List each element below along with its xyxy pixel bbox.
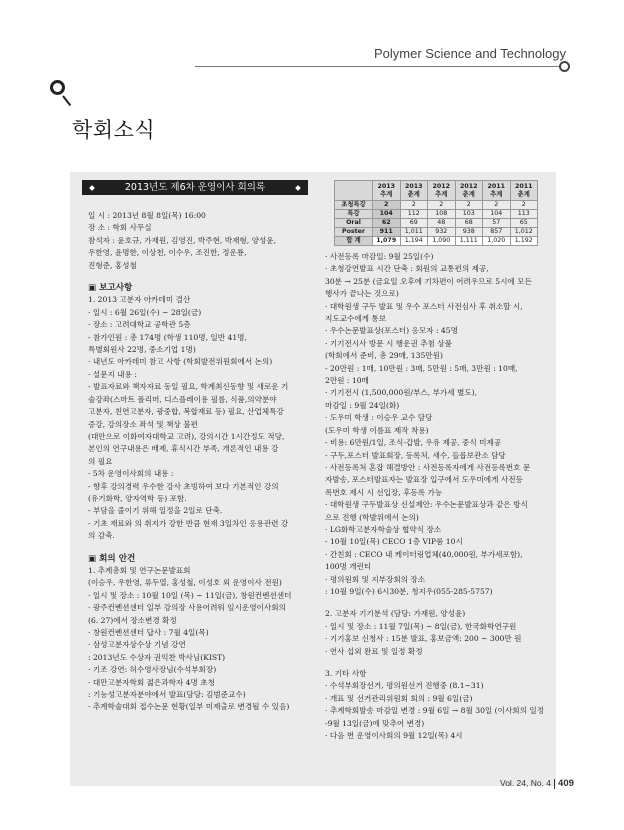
text-line: 의 필요 <box>88 456 113 466</box>
text-line: 마감일 : 9월 24일(화) <box>325 400 400 410</box>
volume-info: Vol. 24, No. 4 <box>500 778 552 788</box>
text-line: -9월 13일(금)에 맞추어 변경) <box>325 718 425 728</box>
text-line: (도우미 학생 이름표 제작 착용) <box>325 425 429 435</box>
table-cell: 2 <box>510 201 538 210</box>
text-line: - 비용: 6만원/1일, 조식-갑발, 우유 제공, 중식 미제공 <box>325 438 502 448</box>
text-line: · 간친회 : CECO 내 케이터링업체(40,000원, 부가세포함), <box>325 549 523 559</box>
table-cell: 857 <box>483 228 511 237</box>
text-line: 의 감축. <box>88 531 115 541</box>
table-cell: 62 <box>373 219 401 228</box>
text-line: · 우수논문발표상(포스터) 응모자 : 45명 <box>325 326 458 336</box>
table-cell: 2 <box>373 201 401 210</box>
row-label: Oral <box>335 219 373 228</box>
text-line: 일 시 : 2013년 8월 8일(목) 16:00 <box>88 211 206 220</box>
banner-diamond-left <box>89 185 95 191</box>
text-line: · 도우미 학생 : 이승우 교수 담당 <box>325 413 433 423</box>
table-cell: 1,011 <box>400 228 428 237</box>
table-cell: 104 <box>483 210 511 219</box>
table-row <box>335 219 538 228</box>
table-cell: 68 <box>455 219 483 228</box>
table-corner-cell <box>335 181 373 201</box>
text-line: - 참가인원 : 총 174명 (학생 110명, 일반 41명, <box>88 332 247 342</box>
text-line: · 광주컨벤션센터 일부 강의장 사용어려워 임시운영이사회의 <box>88 603 286 613</box>
table-cell: 938 <box>455 228 483 237</box>
text-line: 자발송, 포스터발표자는 발표장 입구에서 도우미에게 사전등 <box>325 475 523 485</box>
text-line: 1. 2013 고분자 아카데미 결산 <box>88 295 191 305</box>
text-line: 록번호 제시 시 선입장, 후등록 가능 <box>325 487 443 497</box>
row-label: Poster <box>335 228 373 237</box>
text-line: · 대학원생 구두발표상 신설제안: 우수논문발표상과 같은 방식 <box>325 500 528 510</box>
text-line: · 개표 및 선거관리위원회 회의 : 9월 6일(금) <box>325 693 473 703</box>
text-line: · 추계학회발송 마감일 변경 : 9월 6일 → 8월 30일 (이사회의 일정 <box>325 706 545 716</box>
text-line: · 설문지 내용 : <box>88 369 137 379</box>
section-circle-tail <box>62 95 71 106</box>
text-line: 으로 진행 (학발위에서 논의) <box>325 512 419 522</box>
text-line: 참석자 : 윤호규, 가재원, 김영진, 박주현, 박재형, 양성윤, <box>88 235 276 245</box>
text-line: : 기능성고분자분야에서 발표(담당: 김범준교수) <box>88 690 246 700</box>
text-line: · 내년도 아카데미 참고 사항 (학회발전위원회에서 논의) <box>88 357 273 367</box>
right-column <box>325 251 547 742</box>
table-cell: 2 <box>400 201 428 210</box>
text-line: 고분자, 친연고분자, 광중합, 복합재료 등) 필요, 산업체특강 <box>88 407 284 417</box>
text-line: · 추계학술대회 접수논문 현황(일부 미제출로 변경될 수 있음) <box>88 702 290 712</box>
table-cell: 1,192 <box>510 237 538 246</box>
text-line: - 20만원 : 1매, 10만원 : 3매, 5만원 : 5매, 3만원 : 10매, <box>325 363 518 373</box>
table-cell: 911 <box>373 228 401 237</box>
table-cell: 104 <box>373 210 401 219</box>
journal-title: Polymer Science and Technology <box>374 46 566 61</box>
text-line: (유기화학, 양자역학 등) 포함. <box>88 493 187 503</box>
text-line: (이승우, 우한영, 류두열, 홍성철, 이성호 외 운영이사 전원) <box>88 578 282 588</box>
text-line: 진형준, 홍성철 <box>88 260 137 270</box>
section-heading: ▣ 보고사항 <box>88 283 133 294</box>
text-line: · 기기홍보 신청사 : 15분 발표, 홍보금액: 200 ~ 300만 원 <box>325 634 522 644</box>
page-number: 409 <box>558 778 574 789</box>
table-cell: 103 <box>455 210 483 219</box>
text-line: · 일시 : 6월 26일(수) ~ 28일(금) <box>88 307 202 317</box>
text-line: · 삼성고분자상수상 기념 강연 <box>88 640 186 650</box>
text-line: 특별회원사 22명, 중소기업 1명) <box>88 345 196 355</box>
text-line: · 대학원생 구두 발표 및 우수 포스터 사전심사 후 취소할 시, <box>325 301 523 311</box>
header-cell: 2011 춘계 <box>510 181 538 201</box>
text-line: · 대만고분자학회 젊은과학자 4명 초청 <box>88 677 215 687</box>
paper-stats-table <box>334 180 538 246</box>
left-column <box>88 210 308 714</box>
text-line: 술강좌(스마트 폴리머, 디스플레이용 필름, 식품,의약분야 <box>88 394 277 404</box>
header-cell: 2013 춘계 <box>400 181 428 201</box>
text-line: - 발표자료와 책자자료 동일 필요, 학계최신동향 및 새로운 기 <box>88 382 289 392</box>
header-cell: 2012 추계 <box>428 181 456 201</box>
text-line: 장 소 : 학회 사무실 <box>88 223 152 233</box>
spacer <box>88 543 308 553</box>
text-line: 2만원 : 10매 <box>325 376 369 386</box>
spacer <box>325 598 547 608</box>
table-row <box>335 210 538 219</box>
table-row <box>335 237 538 246</box>
table-cell: 932 <box>428 228 456 237</box>
header-cell: 2011 추계 <box>483 181 511 201</box>
text-line: 2. 고분자 기기분석 (담당: 가재원, 양성윤) <box>325 609 466 619</box>
header-cell: 2013 추계 <box>373 181 401 201</box>
banner-diamond-right <box>295 185 301 191</box>
table-cell: 2 <box>483 201 511 210</box>
spacer <box>325 658 547 668</box>
table-cell: 65 <box>510 219 538 228</box>
table-cell: 57 <box>483 219 511 228</box>
section-title: 학회소식 <box>72 118 156 142</box>
table-cell: 2 <box>428 201 456 210</box>
header-cell: 2012 춘계 <box>455 181 483 201</box>
text-line: · 사전등록처 혼잡 해결방안 : 사전등록자에게 사전등록번호 문 <box>325 462 531 472</box>
text-line: · 기조 강연: 허수영사장님(수석부회장) <box>88 665 217 675</box>
table-cell: 108 <box>428 210 456 219</box>
row-label: 초청특강 <box>335 201 373 210</box>
text-line: · 장소 : 고려대학교 공학관 5층 <box>88 320 191 330</box>
table-cell: 112 <box>400 210 428 219</box>
table-cell: 1,090 <box>428 237 456 246</box>
text-line: · 다음 번 운영이사회의 9월 12일(목) 4시 <box>325 731 463 741</box>
text-line: 증강, 강의장소 좌석 및 책상 불편 <box>88 419 198 429</box>
table-cell: 1,111 <box>455 237 483 246</box>
text-line: - 부담을 줄이기 위해 일정을 2일로 단축. <box>88 506 223 516</box>
banner-text: 2013년도 제6차 운영이사 회의록 <box>124 182 266 193</box>
text-line: · 초청강연발표 시간 단축 : 회원의 교통편의 제공, <box>325 264 489 274</box>
table-cell: 69 <box>400 219 428 228</box>
text-line: - 향후 강의경력 우수한 강사 초빙하여 보다 기본적인 강의 <box>88 481 279 491</box>
text-line: 1. 추계총회 및 연구논문발표회 <box>88 565 191 575</box>
text-line: (6. 27)에서 장소변경 확정 <box>88 615 177 625</box>
table-cell: 1,194 <box>400 237 428 246</box>
text-line: 3. 기타 사항 <box>325 669 367 678</box>
text-line: 30분 → 25분 (금요일 오후에 기차편이 어려우므로 5시에 모든 <box>325 276 532 286</box>
page-footer <box>500 778 574 789</box>
table-cell: 2 <box>455 201 483 210</box>
text-line: : 10월 9일(수) 6시30분, 청지우(055-285-5757) <box>325 586 493 596</box>
table-row <box>335 201 538 210</box>
text-line: · 사전등록 마감일: 9월 25일(수) <box>325 252 434 261</box>
row-label: 합 계 <box>335 237 373 246</box>
text-line: - 구두,포스터 발표회장, 등록처, 새수, 들릅보관소 담당 <box>325 450 506 460</box>
text-line: (학회에서 준비, 총 29매, 135만원) <box>325 351 443 361</box>
minutes-banner <box>82 180 308 195</box>
text-line: - 기초 재료와 의 취지가 강한 반큼 현재 3일차인 응용관련 강 <box>88 518 289 528</box>
table-cell: 1,079 <box>373 237 401 246</box>
text-line: · 기기전시 (1,500,000원/부스, 부가세 별도), <box>325 388 478 398</box>
text-line: 우한영, 윤명한, 이상천, 이수우, 조진한, 정운룡, <box>88 248 247 258</box>
text-line: · 창원컨벤션센터 답사 : 7월 4일(목) <box>88 628 209 637</box>
text-line: 행사가 끝나는 것으로) <box>325 289 399 299</box>
text-line: · 수석부회장선거, 평의원선거 진행중 (8.1~31) <box>325 681 484 691</box>
table-row <box>335 228 538 237</box>
text-line: · 일시 및 장소 : 11월 7일(목) ~ 8일(금), 한국화학연구원 <box>325 621 517 631</box>
table-cell: 1,012 <box>510 228 538 237</box>
text-line: · 기기전시사 방문 시 행운권 추첨 상품 <box>325 338 452 348</box>
text-line: 지도교수에게 통보 <box>325 314 387 324</box>
text-line: · 일시 및 장소 : 10월 10일 (목) ~ 11일(금), 창원컨벤션센터 <box>88 590 292 600</box>
table-cell: 113 <box>510 210 538 219</box>
text-line: · 연사 섭외 완료 및 일정 확정 <box>325 646 423 656</box>
spacer <box>88 272 308 282</box>
footer-divider <box>554 779 555 789</box>
text-line: · 평의원회 및 지부장회의 장소 <box>325 574 426 584</box>
header-dot <box>559 61 570 72</box>
text-line: : 2013년도 수상자 권익찬 박사님(KIST) <box>88 652 226 662</box>
table-header-row <box>335 181 538 201</box>
section-heading: ▣ 회의 안건 <box>88 553 136 564</box>
header-rule <box>195 66 560 67</box>
table-cell: 48 <box>428 219 456 228</box>
text-line: 본인의 연구내용은 배제, 휴식시간 부족, 개론적인 내용 강 <box>88 444 279 454</box>
text-line: - 10월 10일(목) CECO 1층 VIP룸 10시 <box>325 537 463 547</box>
text-line: (대안으로 이화여자대학교 고려), 강의시간 1시간정도 적당, <box>88 431 285 441</box>
text-line: · LG화학고분자학술상 협약식 장소 <box>325 524 442 534</box>
row-label: 특강 <box>335 210 373 219</box>
section-circle-icon <box>50 80 65 95</box>
text-line: · 5차 운영이사회의 내용 : <box>88 469 174 479</box>
text-line: 100명 개런티 <box>325 562 372 572</box>
table-cell: 1,020 <box>483 237 511 246</box>
